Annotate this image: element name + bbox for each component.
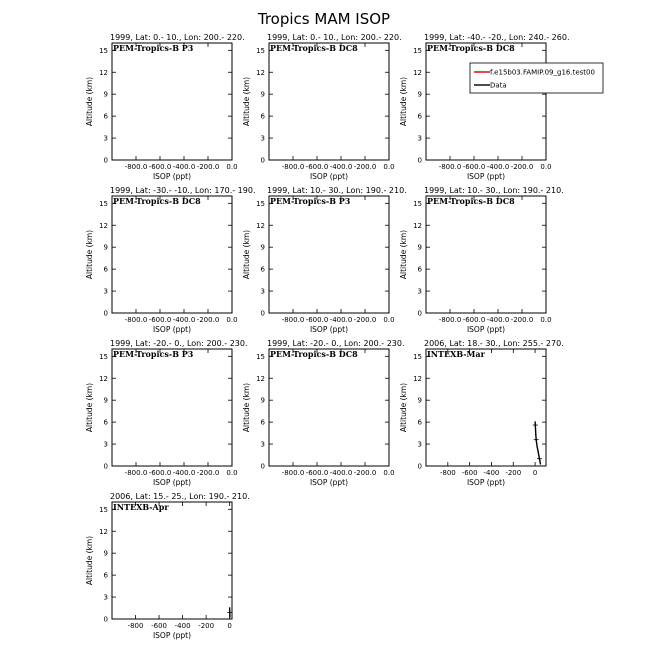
x-tick-label: 0	[227, 622, 232, 630]
y-tick-label: 6	[103, 265, 108, 274]
y-tick-label: 15	[99, 46, 108, 55]
x-tick-label: 0.0	[383, 163, 395, 171]
y-axis-label: Altitude (km)	[85, 382, 94, 433]
y-axis-label: Altitude (km)	[399, 229, 408, 280]
y-tick-label: 15	[256, 199, 265, 208]
x-tick-label: 0.0	[226, 316, 238, 324]
campaign-label: PEM-Tropics-B P3	[113, 349, 194, 359]
y-tick-label: 6	[103, 571, 108, 580]
y-tick-label: 0	[260, 156, 265, 165]
panel-2	[242, 33, 402, 181]
x-axis-label: ISOP (ppt)	[152, 172, 192, 181]
panel-4	[85, 186, 256, 334]
y-tick-label: 12	[413, 221, 422, 230]
y-tick-label: 3	[260, 134, 265, 143]
x-tick-label: -400.0	[172, 163, 196, 171]
y-tick-label: 9	[103, 396, 108, 405]
y-tick-label: 0	[103, 615, 108, 624]
plot-frame	[426, 43, 546, 160]
legend-label: f.e15b03.FAMIP.09_g16.test00	[490, 68, 595, 77]
panel-5	[242, 186, 407, 334]
y-tick-label: 12	[99, 374, 108, 383]
y-tick-label: 15	[413, 199, 422, 208]
y-tick-label: 15	[256, 46, 265, 55]
plot-frame	[426, 349, 546, 466]
x-axis-label: ISOP (ppt)	[309, 325, 349, 334]
x-axis-label: ISOP (ppt)	[466, 325, 506, 334]
y-tick-label: 3	[103, 134, 108, 143]
x-tick-label: -600	[151, 622, 168, 630]
panel-header: 2006, Lat: 18.- 30., Lon: 255.- 270.	[424, 339, 564, 348]
x-tick-label: -400.0	[486, 163, 510, 171]
y-axis-label: Altitude (km)	[85, 76, 94, 127]
plot-frame	[426, 196, 546, 313]
x-tick-label: -200.0	[196, 469, 220, 477]
x-tick-label: -200.0	[353, 469, 377, 477]
y-tick-label: 3	[103, 440, 108, 449]
y-tick-label: 9	[260, 396, 265, 405]
y-tick-label: 12	[99, 68, 108, 77]
x-axis-label: ISOP (ppt)	[152, 478, 192, 487]
y-tick-label: 12	[99, 527, 108, 536]
y-tick-label: 12	[99, 221, 108, 230]
x-tick-label: -400	[174, 622, 191, 630]
y-tick-label: 0	[417, 462, 422, 471]
y-axis-label: Altitude (km)	[242, 76, 251, 127]
panel-1	[85, 33, 245, 181]
x-tick-label: -600.0	[148, 163, 172, 171]
x-tick-label: -600.0	[148, 316, 172, 324]
y-axis-label: Altitude (km)	[85, 229, 94, 280]
y-tick-label: 12	[256, 221, 265, 230]
y-axis-label: Altitude (km)	[399, 382, 408, 433]
x-tick-label: -800.0	[124, 316, 148, 324]
x-tick-label: -200.0	[510, 316, 534, 324]
y-tick-label: 6	[260, 418, 265, 427]
plot-frame	[269, 196, 389, 313]
y-tick-label: 6	[260, 265, 265, 274]
plot-frame	[112, 196, 232, 313]
campaign-label: PEM-Tropics-B DC8	[427, 43, 515, 53]
legend-label: Data	[490, 81, 507, 90]
y-tick-label: 0	[103, 156, 108, 165]
campaign-label: PEM-Tropics-B DC8	[427, 196, 515, 206]
x-tick-label: 0	[532, 469, 538, 477]
y-tick-label: 12	[256, 374, 265, 383]
y-tick-label: 3	[417, 134, 422, 143]
y-tick-label: 9	[417, 396, 422, 405]
y-tick-label: 6	[417, 112, 422, 121]
x-tick-label: 0.0	[226, 163, 238, 171]
panel-header: 1999, Lat: 0.- 10., Lon: 200.- 220.	[267, 33, 402, 42]
panel-header: 1999, Lat: -40.- -20., Lon: 240.- 260.	[424, 33, 570, 42]
y-tick-label: 6	[103, 112, 108, 121]
panel-10	[85, 492, 250, 640]
x-tick-label: -600	[461, 469, 478, 477]
x-tick-label: 0.0	[226, 469, 238, 477]
x-axis-label: ISOP (ppt)	[466, 172, 506, 181]
y-axis-label: Altitude (km)	[85, 535, 94, 586]
y-tick-label: 15	[99, 199, 108, 208]
plot-frame	[112, 349, 232, 466]
y-tick-label: 9	[260, 90, 265, 99]
panel-7	[85, 339, 248, 487]
y-tick-label: 0	[103, 462, 108, 471]
x-tick-label: -800.0	[438, 163, 462, 171]
y-tick-label: 0	[417, 156, 422, 165]
x-tick-label: -400.0	[329, 163, 353, 171]
campaign-label: INTEXB-Apr	[113, 502, 169, 512]
y-tick-label: 6	[260, 112, 265, 121]
x-tick-label: -600.0	[305, 163, 329, 171]
campaign-label: PEM-Tropics-B P3	[113, 43, 194, 53]
x-tick-label: -400	[483, 469, 500, 477]
x-tick-label: -200	[198, 622, 215, 630]
campaign-label: PEM-Tropics-B DC8	[113, 196, 201, 206]
y-tick-label: 15	[99, 352, 108, 361]
x-tick-label: -200.0	[196, 316, 220, 324]
plot-frame	[269, 349, 389, 466]
y-tick-label: 3	[417, 440, 422, 449]
y-tick-label: 9	[260, 243, 265, 252]
y-tick-label: 15	[99, 505, 108, 514]
x-axis-label: ISOP (ppt)	[309, 172, 349, 181]
x-tick-label: -600.0	[462, 316, 486, 324]
x-axis-label: ISOP (ppt)	[152, 325, 192, 334]
figure-title: Tropics MAM ISOP	[257, 10, 391, 28]
panel-header: 1999, Lat: 10.- 30., Lon: 190.- 210.	[267, 186, 407, 195]
x-tick-label: -800	[127, 622, 144, 630]
x-tick-label: -800.0	[281, 316, 305, 324]
x-tick-label: 0.0	[540, 163, 552, 171]
panel-8	[242, 339, 405, 487]
y-tick-label: 15	[413, 352, 422, 361]
x-tick-label: 0.0	[540, 316, 552, 324]
campaign-label: PEM-Tropics-B DC8	[270, 349, 358, 359]
y-axis-label: Altitude (km)	[242, 382, 251, 433]
x-axis-label: ISOP (ppt)	[466, 478, 506, 487]
panel-9	[399, 339, 564, 487]
x-tick-label: -400.0	[172, 316, 196, 324]
x-tick-label: -200.0	[353, 163, 377, 171]
x-tick-label: -800.0	[438, 316, 462, 324]
y-tick-label: 0	[260, 462, 265, 471]
x-axis-label: ISOP (ppt)	[152, 631, 192, 640]
campaign-label: INTEXB-Mar	[427, 349, 485, 359]
y-tick-label: 12	[256, 68, 265, 77]
panel-header: 1999, Lat: -20.- 0., Lon: 200.- 230.	[110, 339, 248, 348]
y-tick-label: 9	[417, 90, 422, 99]
panel-6	[399, 186, 564, 334]
x-tick-label: -200.0	[353, 316, 377, 324]
y-tick-label: 15	[413, 46, 422, 55]
y-tick-label: 12	[413, 68, 422, 77]
y-tick-label: 6	[417, 265, 422, 274]
y-tick-label: 3	[260, 287, 265, 296]
panel-header: 2006, Lat: 15.- 25., Lon: 190.- 210.	[110, 492, 250, 501]
x-tick-label: -600.0	[305, 316, 329, 324]
x-tick-label: -200.0	[510, 163, 534, 171]
y-tick-label: 9	[103, 243, 108, 252]
x-tick-label: -800	[439, 469, 456, 477]
y-tick-label: 9	[103, 549, 108, 558]
campaign-label: PEM-Tropics-B P3	[270, 196, 351, 206]
y-tick-label: 0	[260, 309, 265, 318]
x-tick-label: -400.0	[329, 469, 353, 477]
y-tick-label: 3	[103, 287, 108, 296]
y-tick-label: 15	[256, 352, 265, 361]
x-tick-label: 0.0	[383, 469, 395, 477]
x-tick-label: -400.0	[329, 316, 353, 324]
data-series-line	[535, 421, 540, 464]
panels	[85, 33, 603, 640]
y-tick-label: 9	[417, 243, 422, 252]
x-axis-label: ISOP (ppt)	[309, 478, 349, 487]
plot-frame	[269, 43, 389, 160]
x-tick-label: -200	[505, 469, 522, 477]
y-tick-label: 0	[417, 309, 422, 318]
x-tick-label: -600.0	[305, 469, 329, 477]
x-tick-label: -400.0	[486, 316, 510, 324]
x-tick-label: -800.0	[281, 163, 305, 171]
y-tick-label: 6	[417, 418, 422, 427]
campaign-label: PEM-Tropics-B DC8	[270, 43, 358, 53]
x-tick-label: -200.0	[196, 163, 220, 171]
panel-header: 1999, Lat: 10.- 30., Lon: 190.- 210.	[424, 186, 564, 195]
x-tick-label: -800.0	[124, 163, 148, 171]
plot-frame	[112, 43, 232, 160]
y-tick-label: 12	[413, 374, 422, 383]
y-tick-label: 3	[260, 440, 265, 449]
panel-header: 1999, Lat: 0.- 10., Lon: 200.- 220.	[110, 33, 245, 42]
plot-frame	[112, 502, 232, 619]
y-tick-label: 3	[417, 287, 422, 296]
y-tick-label: 0	[103, 309, 108, 318]
y-tick-label: 6	[103, 418, 108, 427]
x-tick-label: -800.0	[124, 469, 148, 477]
x-tick-label: -400.0	[172, 469, 196, 477]
y-tick-label: 3	[103, 593, 108, 602]
x-tick-label: 0.0	[383, 316, 395, 324]
x-tick-label: -600.0	[462, 163, 486, 171]
y-axis-label: Altitude (km)	[242, 229, 251, 280]
x-tick-label: -600.0	[148, 469, 172, 477]
y-tick-label: 9	[103, 90, 108, 99]
y-axis-label: Altitude (km)	[399, 76, 408, 127]
x-tick-label: -800.0	[281, 469, 305, 477]
panel-3	[399, 33, 603, 181]
panel-header: 1999, Lat: -20.- 0., Lon: 200.- 230.	[267, 339, 405, 348]
panel-header: 1999, Lat: -30.- -10., Lon: 170.- 190.	[110, 186, 256, 195]
